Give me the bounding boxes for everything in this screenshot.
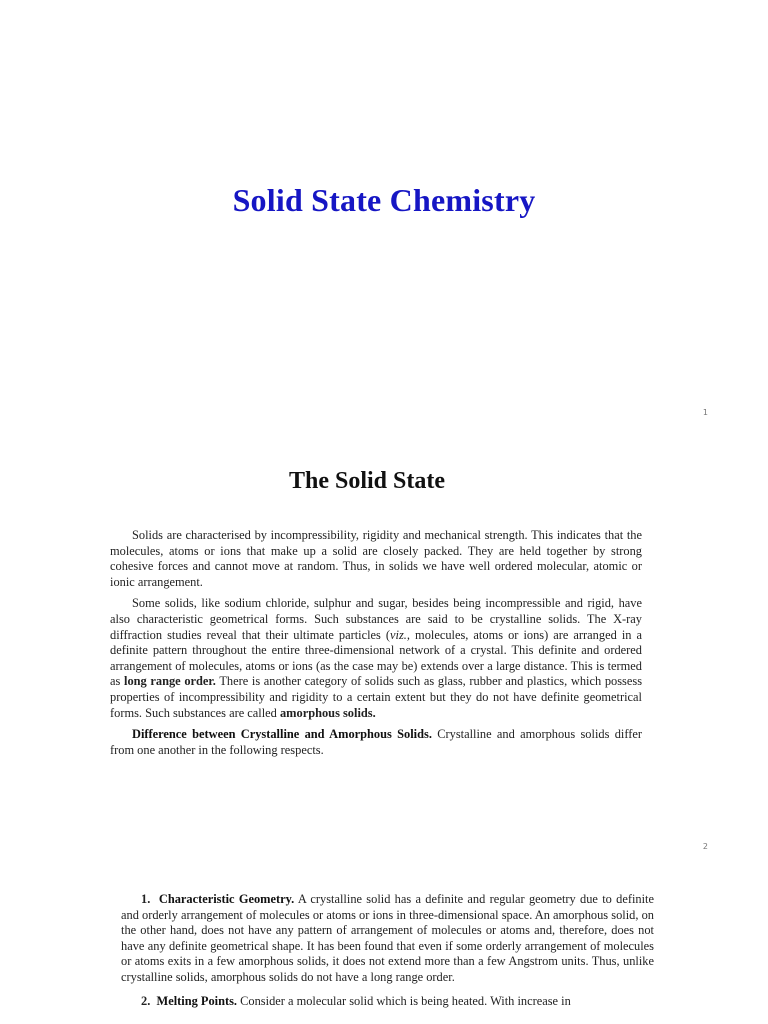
differences-body	[121, 892, 654, 1017]
paragraph-3	[110, 727, 642, 758]
item-2-number: 2.	[141, 993, 151, 1008]
difference-heading: Difference between Crystalline and Amorphous Solids.	[132, 727, 432, 742]
difference-item-1	[121, 892, 654, 986]
paragraph-2-viz: viz.,	[390, 627, 411, 642]
differences-page	[0, 860, 768, 1024]
paragraph-2-part-c: There is another category of solids such as glass, rubber and plastics, which possess properties of incompressibility and rigidity to a certain extent but they do not have definite geometrical forms. Such substances are called	[110, 674, 643, 720]
page-number-1: 1	[702, 408, 708, 417]
item-1-heading: Characteristic Geometry.	[158, 892, 295, 906]
item-1-body: A crystalline solid has a definite and regular geometry due to definite and orderly arrangement of molecules or atoms or ions in three-dimensional space. An amorphous solid, on the other hand, does not have any pattern of arrangement of molecules or atoms and, therefore, does not have any definite geometrical shape. It has been found that even if some orderly arrangement of molecules or atoms exits in a few amorphous solids, it does not extend more than a few Angstrom units. Thus, unlike crystalline solids, amorphous solids do not have a long range order.	[121, 892, 654, 984]
difference-item-2	[121, 994, 654, 1010]
item-2-body: Consider a molecular solid which is being heated. With increase in	[237, 993, 571, 1008]
page-number-2: 2	[702, 842, 708, 851]
item-1-number: 1.	[141, 892, 151, 906]
title-page	[0, 0, 768, 430]
term-long-range-order: long range order.	[124, 674, 216, 689]
item-2-heading: Melting Points.	[156, 993, 238, 1008]
solid-state-page	[0, 430, 768, 860]
paragraph-2-part-a: Some solids, like sodium chloride, sulphur and sugar, besides being incompressible and rigid, have also characteristic geometrical forms. Such substances are said to be crystalline solids. The X-ray diffraction studies reveal that their ultimate particles (	[110, 596, 642, 642]
paragraph-2-part-b: molecules, atoms or ions) are arranged in a definite pattern throughout the entire three-dimensional network of a crystal. This definite and ordered arrangement of molecules, atoms or ions (as the case may be) extends over a large distance. This is termed as	[110, 627, 642, 689]
paragraph-1: Solids are characterised by incompressibility, rigidity and mechanical strength. This indicates that the molecules, atoms or ions that make up a solid are closely packed. They are held together by strong cohesive forces and cannot move at random. Thus, in solids we have well ordered molecular, atomic or ionic arrangement.	[110, 528, 642, 589]
paragraph-2	[110, 596, 642, 721]
paragraph-3-body: Crystalline and amorphous solids differ from one another in the following respects.	[110, 727, 643, 757]
document-title: Solid State Chemistry	[232, 182, 536, 218]
term-amorphous-solids: amorphous solids.	[279, 705, 376, 720]
section-body	[110, 528, 642, 764]
section-title: The Solid State	[288, 468, 446, 494]
